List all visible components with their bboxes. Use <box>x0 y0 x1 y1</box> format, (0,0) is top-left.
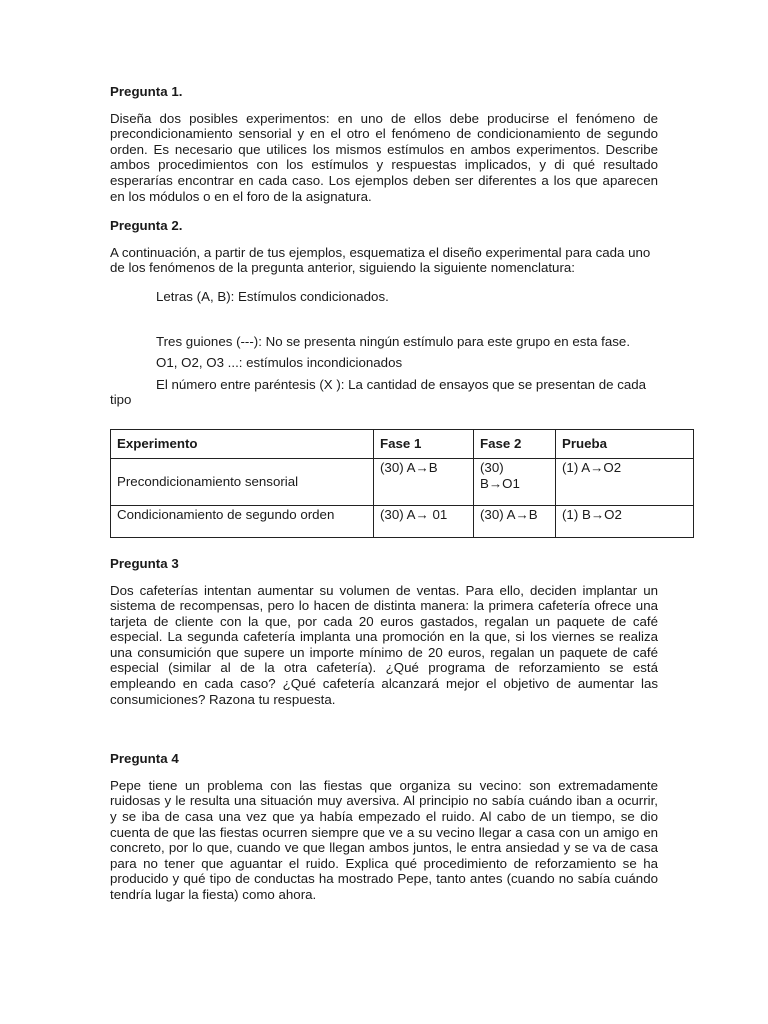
cell-text: O2 <box>603 459 622 475</box>
q2-intro: A continuación, a partir de tus ejemplos, esquematiza el diseño experimental para cada uno de los fenómenos de la pregunta anterior, siguiendo la siguiente nomenclatura: <box>110 244 651 276</box>
q1-heading: Pregunta 1. <box>110 84 183 99</box>
arrow-right-icon: → <box>415 506 429 522</box>
cell-fase-2 <box>474 458 556 505</box>
experiment-design-table <box>110 429 694 538</box>
nomenclature-dashes: Tres guiones (---): No se presenta ningún estímulo para este grupo en esta fase. <box>156 333 631 349</box>
document-page <box>110 84 658 903</box>
header-fase-2: Fase 2 <box>474 429 556 458</box>
arrow-right-icon: → <box>590 459 604 475</box>
nomenclature-trials: El número entre paréntesis (X ): La cantidad de ensayos que se presentan de cada tipo <box>110 376 647 408</box>
cell-experimento: Precondicionamiento sensorial <box>111 458 374 505</box>
table-header-row <box>111 429 694 458</box>
cell-text: (30) <box>480 459 504 475</box>
cell-experimento: Condicionamiento de segundo orden <box>111 505 374 537</box>
cell-text: (30) A <box>380 459 416 475</box>
arrow-right-icon: → <box>590 506 605 522</box>
cell-text: (30) A <box>380 506 416 522</box>
cell-text: O1 <box>502 475 520 491</box>
cell-prueba <box>556 458 694 505</box>
header-experimento: Experimento <box>111 429 374 458</box>
table-row <box>111 505 694 537</box>
q4-body: Pepe tiene un problema con las fiestas que organiza su vecino: son extremadamente ruidosas y le resulta una situación muy aversiva. Al principio no sabía cuándo iban a ocurrir, y se iba de casa una vez que ya había empezado el ruido. Al cabo de un tiempo, se dio cuenta de que las fiestas ocurren siempre que ve a su vecino llegar a casa con un amigo en concreto, por lo que, cuando ve que llegan ambos juntos, le entra ansiedad y se va de casa para no tener que aguantar el ruido. Explica qué procedimiento de reforzamiento se ha producido y qué tipo de conductas ha mostrado Pepe, tanto antes (cuando no sabía cuándo tendría lugar la fiesta) como ahora. <box>110 777 658 902</box>
cell-fase-1 <box>374 505 474 537</box>
cell-prueba <box>556 505 694 537</box>
arrow-right-icon: → <box>415 459 429 475</box>
cell-text: (30) A <box>480 506 516 522</box>
cell-text: B <box>528 506 538 522</box>
cell-text: (1) A <box>562 459 591 475</box>
table-row <box>111 458 694 505</box>
q3-heading: Pregunta 3 <box>110 555 179 571</box>
q2-heading: Pregunta 2. <box>110 218 183 234</box>
header-prueba: Prueba <box>556 429 694 458</box>
cell-fase-1 <box>374 458 474 505</box>
q1-body: Diseña dos posibles experimentos: en uno de ellos debe producirse el fenómeno de precondicionamiento sensorial y en el otro el fenómeno de condicionamiento de segundo orden. Es necesario que utilices los mismos estímulos en ambos experimentos. Describe ambos procedimientos con los estímulos y respuestas implicados, y di qué resultado esperarías encontrar en cada caso. Los ejemplos deben ser diferentes a los que aparecen en los módulos o en el foro de la asignatura. <box>110 110 658 204</box>
arrow-right-icon: → <box>488 475 503 491</box>
q4-heading: Pregunta 4 <box>110 751 179 767</box>
header-fase-1: Fase 1 <box>374 429 474 458</box>
cell-text: B <box>480 475 489 491</box>
nomenclature-letters: Letras (A, B): Estímulos condicionados. <box>156 288 389 304</box>
cell-text: (1) B <box>562 506 591 522</box>
cell-text: 01 <box>428 506 448 522</box>
nomenclature-unconditioned: O1, O2, O3 ...: estímulos incondicionados <box>156 355 403 371</box>
cell-text: O2 <box>604 506 622 522</box>
cell-fase-2 <box>474 505 556 537</box>
cell-text: B <box>428 459 438 475</box>
q3-body: Dos cafeterías intentan aumentar su volumen de ventas. Para ello, deciden implantar un sistema de recompensas, pero lo hacen de distinta manera: la primera cafetería ofrece una tarjeta de cliente con la que, por cada 20 euros gastados, regalan un paquete de café especial. La segunda cafetería implanta una promoción en la que, si los viernes se realiza una consumición que supere un importe mínimo de 20 euros, regalan un paquete de café especial (similar al de la otra cafetería). ¿Qué programa de reforzamiento se está empleando en cada caso? ¿Qué cafetería alcanzará mejor el objetivo de aumentar las consumiciones? Razona tu respuesta. <box>110 582 658 707</box>
arrow-right-icon: → <box>515 506 529 522</box>
